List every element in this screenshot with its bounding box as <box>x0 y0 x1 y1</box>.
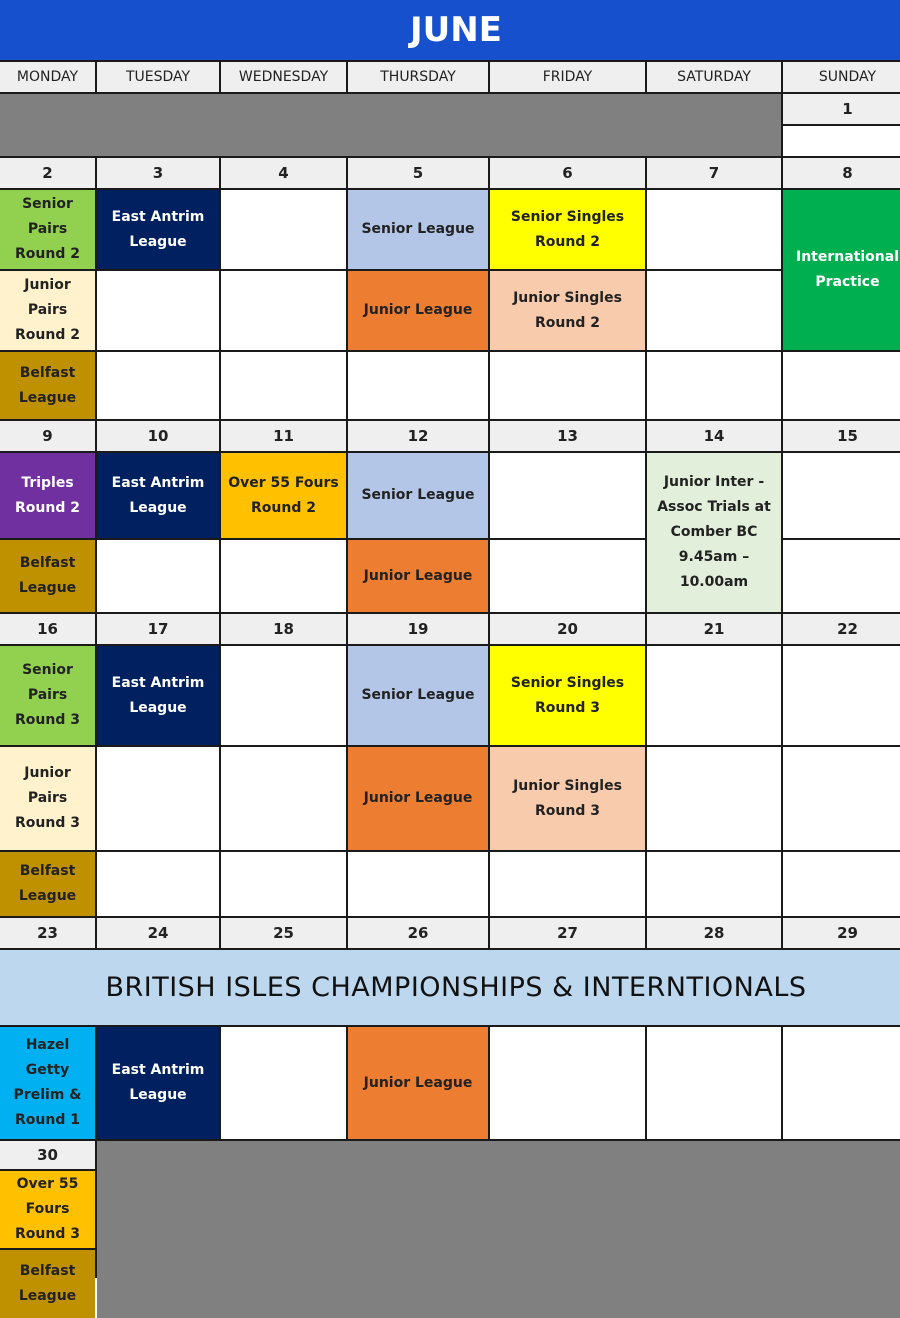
blank-cell[interactable] <box>490 540 645 612</box>
blank-cell[interactable] <box>490 1027 645 1139</box>
date-cell: 27 <box>490 918 645 948</box>
date-cell: 24 <box>97 918 219 948</box>
date-cell: 16 <box>0 614 95 644</box>
blank-cell[interactable] <box>97 271 219 350</box>
day-header-friday: FRIDAY <box>490 62 645 92</box>
empty-filler <box>97 1141 900 1318</box>
blank-cell[interactable] <box>490 453 645 538</box>
event-cell[interactable]: Over 55 Fours Round 2 <box>221 453 346 538</box>
event-cell[interactable]: Senior Singles Round 3 <box>490 646 645 745</box>
event-cell[interactable]: Senior Singles Round 2 <box>490 190 645 269</box>
empty-filler <box>0 94 781 156</box>
date-cell: 11 <box>221 421 346 451</box>
day-header-sunday: SUNDAY <box>783 62 900 92</box>
blank-cell[interactable] <box>221 852 346 916</box>
blank-cell[interactable] <box>783 352 900 419</box>
blank-cell[interactable] <box>221 271 346 350</box>
blank-cell[interactable] <box>783 540 900 612</box>
event-cell[interactable]: International Practice <box>783 190 900 350</box>
event-cell[interactable]: Senior Pairs Round 3 <box>0 646 95 745</box>
event-cell[interactable]: Belfast League <box>0 1250 95 1318</box>
date-cell: 9 <box>0 421 95 451</box>
event-cell[interactable]: Triples Round 2 <box>0 453 95 538</box>
event-cell[interactable]: Hazel Getty Prelim & Round 1 <box>0 1027 95 1139</box>
date-cell: 26 <box>348 918 488 948</box>
date-cell: 3 <box>97 158 219 188</box>
blank-cell[interactable] <box>783 852 900 916</box>
blank-cell[interactable] <box>647 190 781 269</box>
date-cell: 7 <box>647 158 781 188</box>
day-header-saturday: SATURDAY <box>647 62 781 92</box>
blank-cell[interactable] <box>647 747 781 850</box>
blank-cell[interactable] <box>783 646 900 745</box>
blank-cell[interactable] <box>97 352 219 419</box>
day-header-monday: MONDAY <box>0 62 95 92</box>
date-cell: 15 <box>783 421 900 451</box>
blank-cell[interactable] <box>783 126 900 156</box>
date-cell: 28 <box>647 918 781 948</box>
date-cell: 5 <box>348 158 488 188</box>
blank-cell[interactable] <box>490 852 645 916</box>
event-cell[interactable]: Junior Pairs Round 3 <box>0 747 95 850</box>
event-cell[interactable]: Senior Pairs Round 2 <box>0 190 95 269</box>
event-cell[interactable]: East Antrim League <box>97 1027 219 1139</box>
date-cell: 25 <box>221 918 346 948</box>
date-cell: 4 <box>221 158 346 188</box>
blank-cell[interactable] <box>221 646 346 745</box>
date-cell: 17 <box>97 614 219 644</box>
month-title: JUNE <box>0 0 900 60</box>
date-cell: 30 <box>0 1141 95 1169</box>
event-cell[interactable]: Junior Pairs Round 2 <box>0 271 95 350</box>
event-cell[interactable]: East Antrim League <box>97 190 219 269</box>
day-header-wednesday: WEDNESDAY <box>221 62 346 92</box>
event-cell[interactable]: Junior Inter - Assoc Trials at Comber BC 9.45am – 10.00am <box>647 453 781 612</box>
event-cell[interactable]: Senior League <box>348 190 488 269</box>
date-cell: 22 <box>783 614 900 644</box>
championships-banner[interactable]: BRITISH ISLES CHAMPIONSHIPS & INTERNTIONALS <box>0 950 900 1025</box>
date-cell: 10 <box>97 421 219 451</box>
day-header-thursday: THURSDAY <box>348 62 488 92</box>
event-cell[interactable]: Junior Singles Round 2 <box>490 271 645 350</box>
event-cell[interactable]: Junior Singles Round 3 <box>490 747 645 850</box>
event-cell[interactable]: Over 55 Fours Round 3 <box>0 1171 95 1248</box>
date-cell: 29 <box>783 918 900 948</box>
date-cell: 8 <box>783 158 900 188</box>
event-cell[interactable]: East Antrim League <box>97 453 219 538</box>
event-cell[interactable]: Junior League <box>348 271 488 350</box>
blank-cell[interactable] <box>490 352 645 419</box>
day-header-tuesday: TUESDAY <box>97 62 219 92</box>
event-cell[interactable]: Belfast League <box>0 352 95 419</box>
blank-cell[interactable] <box>221 540 346 612</box>
date-cell: 14 <box>647 421 781 451</box>
date-cell: 1 <box>783 94 900 124</box>
date-cell: 12 <box>348 421 488 451</box>
blank-cell[interactable] <box>348 852 488 916</box>
blank-cell[interactable] <box>783 1027 900 1139</box>
blank-cell[interactable] <box>647 646 781 745</box>
blank-cell[interactable] <box>97 540 219 612</box>
blank-cell[interactable] <box>647 852 781 916</box>
blank-cell[interactable] <box>221 190 346 269</box>
blank-cell[interactable] <box>97 852 219 916</box>
event-cell[interactable]: East Antrim League <box>97 646 219 745</box>
date-cell: 21 <box>647 614 781 644</box>
date-cell: 6 <box>490 158 645 188</box>
blank-cell[interactable] <box>647 352 781 419</box>
event-cell[interactable]: Junior League <box>348 1027 488 1139</box>
event-cell[interactable]: Junior League <box>348 747 488 850</box>
blank-cell[interactable] <box>647 271 781 350</box>
date-cell: 13 <box>490 421 645 451</box>
blank-cell[interactable] <box>221 352 346 419</box>
blank-cell[interactable] <box>783 747 900 850</box>
event-cell[interactable]: Senior League <box>348 646 488 745</box>
blank-cell[interactable] <box>647 1027 781 1139</box>
blank-cell[interactable] <box>221 747 346 850</box>
blank-cell[interactable] <box>221 1027 346 1139</box>
blank-cell[interactable] <box>97 747 219 850</box>
date-cell: 20 <box>490 614 645 644</box>
event-cell[interactable]: Junior League <box>348 540 488 612</box>
event-cell[interactable]: Senior League <box>348 453 488 538</box>
date-cell: 2 <box>0 158 95 188</box>
event-cell[interactable]: Belfast League <box>0 852 95 916</box>
blank-cell[interactable] <box>348 352 488 419</box>
date-cell: 23 <box>0 918 95 948</box>
event-cell[interactable]: Belfast League <box>0 540 95 612</box>
date-cell: 18 <box>221 614 346 644</box>
blank-cell[interactable] <box>783 453 900 538</box>
date-cell: 19 <box>348 614 488 644</box>
